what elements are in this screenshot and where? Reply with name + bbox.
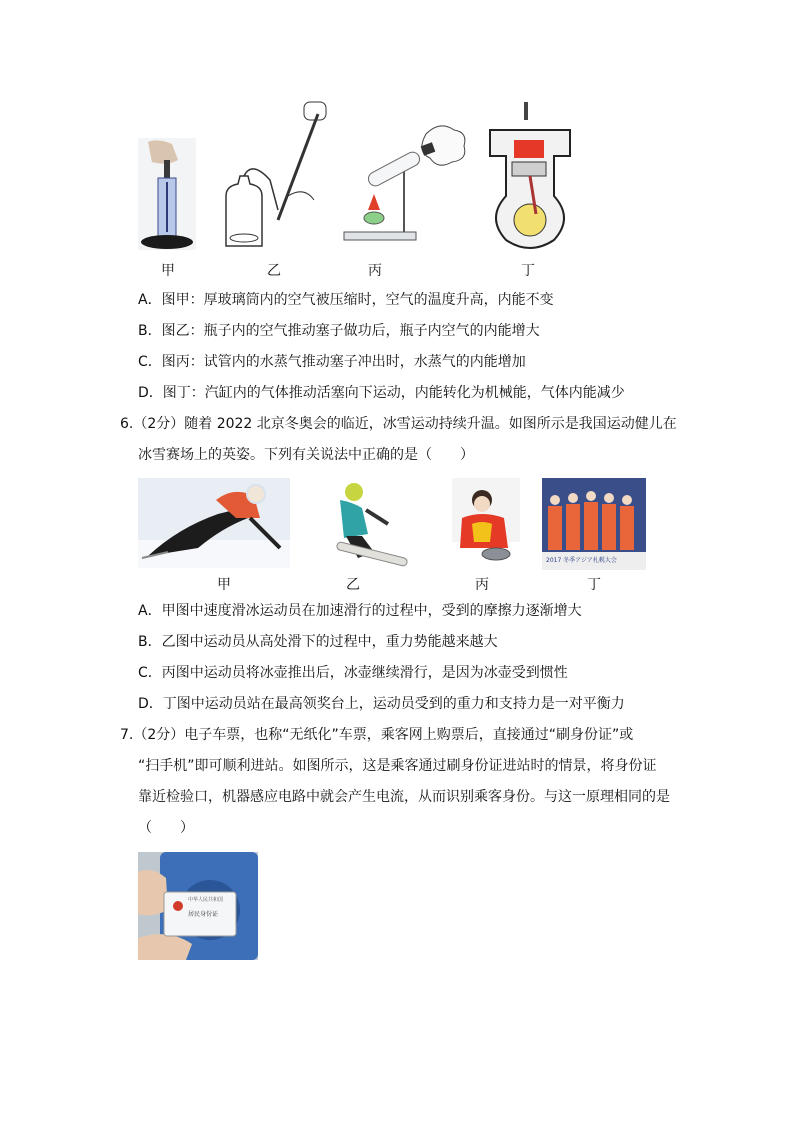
q6-caption-jia: 甲 <box>217 577 231 593</box>
photo-jia-speed-skater <box>138 478 290 568</box>
q6-caption-yi: 乙 <box>346 577 360 593</box>
figure-ding-engine-cylinder <box>484 100 576 252</box>
q5-option-a: A．图甲：厚玻璃筒内的空气被压缩时，空气的温度升高，内能不变 <box>138 292 554 308</box>
q5-caption-jia: 甲 <box>161 263 175 279</box>
q7-stem-line-2: “扫手机”即可顺利进站。如图所示，这是乘客通过刷身份证进站时的情景，将身份证 <box>138 758 657 774</box>
q6-option-d: D．丁图中运动员站在最高领奖台上，运动员受到的重力和支持力是一对平衡力 <box>138 696 625 712</box>
figure-jia-glass-cylinder <box>138 138 196 250</box>
photo-yi-snowboarder <box>322 478 414 570</box>
q6-option-c: C．丙图中运动员将冰壶推出后，冰壶继续滑行，是因为冰壶受到惯性 <box>138 665 568 681</box>
q5-option-c: C．图丙：试管内的水蒸气推动塞子冲出时，水蒸气的内能增加 <box>138 354 526 370</box>
q6-stem-line-2: 冰雪赛场上的英姿。下列有关说法中正确的是（ ） <box>138 447 474 463</box>
photo-ding-podium <box>542 478 646 570</box>
podium-banner-text: 2017 冬季アジア札幌大会 <box>546 557 617 564</box>
figure-bing-test-tube <box>340 122 470 246</box>
q6-stem-line-1: 6.（2分）随着 2022 北京冬奥会的临近，冰雪运动持续升温。如图所示是我国运动健儿在 <box>120 416 677 432</box>
q6-option-a: A．甲图中速度滑冰运动员在加速滑行的过程中，受到的摩擦力逐渐增大 <box>138 603 582 619</box>
q5-caption-ding: 丁 <box>521 263 535 279</box>
photo-bing-curler <box>452 478 520 570</box>
q7-stem-line-4: （ ） <box>138 820 194 836</box>
q6-option-b: B．乙图中运动员从高处滑下的过程中，重力势能越来越大 <box>138 634 498 650</box>
q5-option-d: D．图丁：汽缸内的气体推动活塞向下运动，内能转化为机械能，气体内能减少 <box>138 385 625 401</box>
q7-stem-line-3: 靠近检验口，机器感应电路中就会产生电流，从而识别乘客身份。与这一原理相同的是 <box>138 789 670 805</box>
q6-caption-bing: 丙 <box>475 577 489 593</box>
q5-option-b: B．图乙：瓶子内的空气推动塞子做功后，瓶子内空气的内能增大 <box>138 323 540 339</box>
q5-caption-bing: 丙 <box>368 263 382 279</box>
q6-caption-ding: 丁 <box>587 577 601 593</box>
q7-stem-line-1: 7.（2分）电子车票，也称“无纸化”车票，乘客网上购票后，直接通过“刷身份证”或 <box>120 727 634 743</box>
id-card-line-1: 中华人民共和国 <box>188 897 224 903</box>
figure-yi-bottle-pump <box>218 100 330 250</box>
q5-caption-yi: 乙 <box>267 263 281 279</box>
id-card-line-2: 居民身份证 <box>188 911 219 918</box>
photo-id-card-scanner <box>138 852 258 960</box>
